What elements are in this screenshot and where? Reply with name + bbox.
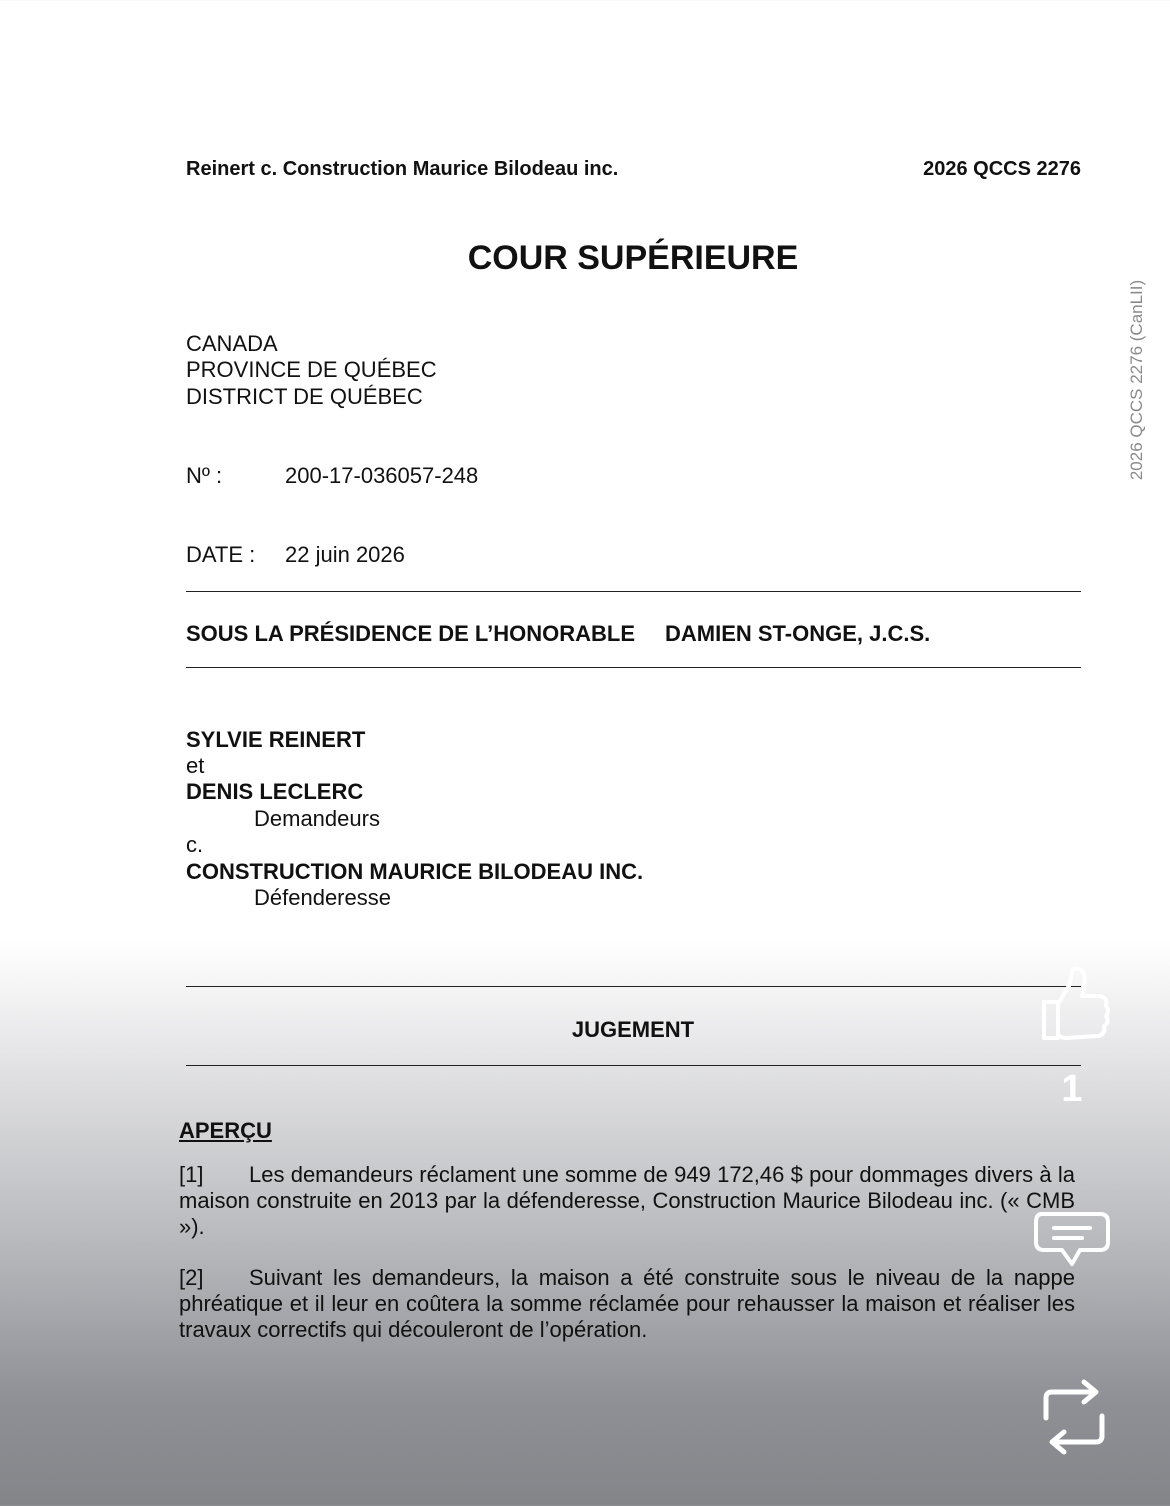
location-country: CANADA — [186, 331, 278, 356]
citation: 2026 QCCS 2276 — [923, 158, 1081, 180]
date-value: 22 juin 2026 — [285, 542, 405, 567]
repost-button[interactable] — [1038, 1378, 1110, 1456]
location-province: PROVINCE DE QUÉBEC — [186, 357, 437, 382]
like-count: 1 — [1061, 1068, 1083, 1110]
location-district: DISTRICT DE QUÉBEC — [186, 384, 423, 409]
defendant-role: Défenderesse — [254, 885, 391, 910]
court-name: COUR SUPÉRIEURE — [467, 239, 799, 277]
paragraph-number: [2] — [179, 1265, 204, 1290]
paragraph-text: Suivant les demandeurs, la maison a été construite sous le niveau de la nappe phréatique et il leur en coûtera la somme réclamée pour rehausser la maison et réaliser les travaux correctifs qui découleront de l’opération. — [179, 1265, 1075, 1342]
thumbs-up-icon — [1032, 962, 1112, 1046]
plaintiff-role: Demandeurs — [254, 806, 380, 831]
divider — [186, 667, 1081, 668]
plaintiff-2: DENIS LECLERC — [186, 779, 364, 804]
like-button[interactable] — [1032, 962, 1112, 1046]
case-title: Reinert c. Construction Maurice Bilodeau inc. — [186, 158, 619, 180]
file-number-value: 200-17-036057-248 — [285, 463, 479, 488]
comment-button[interactable] — [1032, 1206, 1112, 1270]
plaintiff-1: SYLVIE REINERT — [186, 727, 366, 752]
conjunction: et — [186, 753, 205, 778]
paragraph — [179, 1265, 1075, 1343]
divider — [186, 1065, 1081, 1066]
presiding-judge: DAMIEN ST-ONGE, J.C.S. — [665, 621, 931, 646]
defendant: CONSTRUCTION MAURICE BILODEAU INC. — [186, 859, 644, 884]
paragraph — [179, 1162, 1075, 1240]
file-number-label: Nº : — [186, 463, 223, 488]
repost-icon — [1038, 1378, 1110, 1456]
comment-icon — [1032, 1206, 1112, 1270]
judgment-title: JUGEMENT — [571, 1017, 695, 1042]
paragraph-number: [1] — [179, 1162, 204, 1187]
divider — [186, 986, 1081, 987]
versus: c. — [186, 832, 204, 857]
presiding-prefix: SOUS LA PRÉSIDENCE DE L’HONORABLE — [186, 621, 636, 646]
overview-heading: APERÇU — [179, 1118, 272, 1143]
divider — [186, 591, 1081, 592]
canlii-watermark: 2026 QCCS 2276 (CanLII) — [1127, 279, 1146, 481]
date-label: DATE : — [186, 542, 256, 567]
paragraph-text: Les demandeurs réclament une somme de 949 172,46 $ pour dommages divers à la maison construite en 2013 par la défenderesse, Construction Maurice Bilodeau inc. (« CMB »). — [179, 1162, 1075, 1239]
